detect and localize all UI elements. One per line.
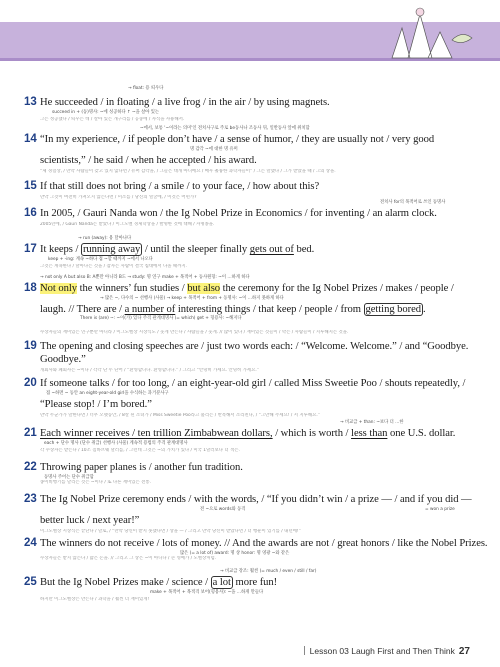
sentence-23 (24, 493, 472, 535)
korean-translation: 2005년에, / Gauri Nanda는 받았다 / 이그노벨 경제학상을 / 발명한 것에 대해 / 자명종을. (40, 222, 215, 227)
underlined-phrase: less than (351, 428, 388, 439)
english-line (40, 303, 470, 316)
korean-translation: 수상자들의 재미있는 연구뿐만 아니라 / 이그노벨상 시상식도 / 웃게 만든다 / 사람들을 / 웃게. // 많이 있다 / 재미있는 것들이 / 막는 / 사람들이 / 지루해지는 것을. (40, 330, 349, 335)
english-line (40, 576, 470, 589)
korean-translation: 이그노벨상 시상식은 끝난다 / 말로, / “만약 당신이 받지 못했다면 / 상을 — / 그리고 만약 당신이 받았다면 / 더 행운이 있기를 / 내년에!” (40, 529, 301, 534)
grammar-note: → run (away): 용 달아나다 (78, 236, 132, 241)
highlight-but-also: but also (187, 283, 221, 294)
grammar-note: 동명사 주어는 단수 취급함 (44, 475, 94, 480)
english-line: Goodbye.” (40, 354, 86, 365)
korean-translation: 개회사와 폐회사는 ~이다 / 각각 단 두 단어 / “환영합니다. 환영합니다.” / 그리고 “안녕히 가세요. 안녕히 가세요.” (40, 368, 260, 373)
english-line: The Ig Nobel Prize ceremony ends / with the words, / “If you didn’t win / a prize — / and if you did — (40, 494, 472, 505)
grammar-note: make + 목적어 + 목적격 보어(형용사): ~을 …하게 만들다 (150, 590, 264, 595)
lesson-title: Lesson 03 Laugh First and Then Think (309, 646, 455, 656)
phrase: It keeps / (40, 244, 81, 255)
grammar-note: → 비교급 + than: ~보다 더 …한 (340, 420, 404, 425)
sentence-number: 18 (24, 282, 37, 294)
sentence-18 (24, 275, 470, 336)
sentence-16 (24, 200, 470, 228)
flower-icon (416, 8, 424, 16)
page-number: 27 (458, 646, 470, 657)
underlined-phrase: a number of (124, 304, 176, 315)
phrase: the ceremony for the Ig Nobel Prizes / makes / people / (220, 283, 454, 294)
phrase: / which is worth / (272, 428, 352, 439)
sentence-20 (24, 377, 470, 419)
english-line: “Please stop! / I’m bored.” (40, 399, 152, 410)
grammar-note: ~에서, 보통 '~이라는 의미'인 전치사구로 주로 be동사나 조동사 뒤, 일반동사 앞에 위치함 (140, 126, 310, 131)
sentence-21 (24, 420, 470, 454)
english-line: Throwing paper planes is / another fun tradition. (40, 462, 243, 473)
sentence-number: 20 (24, 377, 37, 389)
phrase: more fun! (232, 577, 278, 588)
grammar-note: → float: 용 띄우다 (128, 86, 164, 91)
underlined-phrase: Each winner receives / ten trillion Zimbabwean dollars, (40, 428, 273, 439)
english-line: “In my experience, / if people don’t have / a sense of humor, / they are usually not / very good (40, 134, 435, 145)
sentence-number: 22 (24, 461, 37, 473)
phrase: the winners’ fun studies / (76, 283, 188, 294)
grammar-note: 명 감각 ~에 대한 명 유머 (190, 147, 238, 152)
phrase: But the Ig Nobel Prizes make / science / (40, 577, 211, 588)
phrase: bed. (293, 244, 315, 255)
grammar-note: = won a prize (425, 507, 455, 512)
page-footer (299, 646, 470, 657)
phrase: one U.S. dollar. (387, 428, 456, 439)
highlight-not-only: Not only (40, 283, 77, 294)
english-line: better luck / next year!” (40, 515, 140, 526)
korean-translation: 그것은 계속한다 / 달아나는 것을 / 잠자는 사람이 결국 침대에서 나올 때까지. (40, 264, 187, 269)
boxed-phrase: running away (82, 244, 141, 255)
english-line: If that still does not bring / a smile / to your face, / how about this? (40, 181, 320, 192)
sentence-14 (24, 126, 470, 175)
sentence-number: 25 (24, 576, 37, 588)
korean-translation: 만약 누군가가 말한다면 / 너무 오랫동안, / 8살 된 소녀가 / Miss Sweetie Poo라고 불리는 / 반복해서 소리친다, / “그만해 주세요! / 저 지루해요.” (40, 413, 321, 418)
sentence-number: 19 (24, 340, 37, 352)
korean-translation: 종이비행기를 날리는 것은 ~이다 / 또 다른 재미있는 전통. (40, 480, 152, 485)
sentence-number: 21 (24, 427, 37, 439)
boxed-phrase: a lot (212, 577, 231, 588)
english-line (40, 427, 470, 440)
english-line: He succeeded / in floating / a live frog / in the air / by using magnets. (40, 97, 330, 108)
korean-translation: 수상자들은 받지 않는다 / 많은 돈을. // 그리고 그 상은 ~이 아니다 / 큰 영예가 / 노벨상처럼. (40, 556, 217, 561)
header-stripe (0, 58, 500, 61)
korean-translation: “제 경험상, / 만약 사람들이 갖고 있지 않다면 / 유머 감각을, / 그들은 대개 아니에요 / 매우 훌륭한 과학자들이” / 그는 말했다 / 그가 받았을 때 / 그의 상을. (40, 169, 336, 174)
header-banner (0, 0, 500, 70)
grammar-note: succeed in + (동)명사: ~에 성공하다 ↑ ~을 살아 있는 (52, 110, 160, 115)
phrase: interesting things / that keep / people / from (175, 304, 364, 315)
english-line: The opening and closing speeches are / just two words each: / “Welcome. Welcome.” / and “Goodbye. (40, 341, 469, 352)
korean-translation: 각 수상자는 받는다 / 10조 짐바브웨 달러를, / 그런데 그것은 ~의 가치가 있다 / 미국 1달러보다 더 적은. (40, 448, 240, 453)
grammar-note: keep + -ing: 계속 ~하다 접 ~할 때까지 ~에서 나오다 (48, 257, 153, 262)
sentence-13 (24, 86, 470, 123)
english-line (40, 243, 470, 256)
phrase: . (423, 304, 426, 315)
korean-translation: 만약 그것이 여전히 가져오지 않는다면 / 미소를 / 당신의 얼굴에, / 이것은 어떤가? (40, 195, 197, 200)
sentence-number: 17 (24, 243, 37, 255)
sentence-number: 24 (24, 537, 37, 549)
korean-translation: 그는 성공했다 / 띄우는 데 / 살아 있는 개구리를 / 공중에 / 자석을 사용해서. (40, 117, 185, 122)
grammar-note: 접 ~하면 ~ 동안 an eight-year-old girl을 수식하는 과거분사구 (46, 391, 169, 396)
phrase: laugh. // There are / (40, 304, 125, 315)
sentence-number: 16 (24, 207, 37, 219)
sentence-number: 14 (24, 133, 37, 145)
grammar-note: → not only A but also B: A뿐만 아니라 B도 → study: 명 연구 make + 목적어 + 동사원형: ~이 …하게 하다 (40, 275, 250, 280)
sentence-22 (24, 461, 470, 486)
korean-translation: 하지만 이그노벨상은 만든다 / 과학을 / 훨씬 더 재미있게! (40, 597, 150, 602)
grammar-note: → 비교급 강조: 훨씬 (= much / even / still / far) (220, 569, 317, 574)
sentence-17 (24, 236, 470, 270)
sentence-19 (24, 340, 470, 374)
grammar-note: 많은 (= a lot of) award: 명 상 honor: 명 영광 ~와 같은 (180, 551, 290, 556)
footer-divider (304, 646, 305, 655)
phrase: / until the sleeper finally (142, 244, 250, 255)
sentence-number: 15 (24, 180, 37, 192)
boxed-phrase: getting bored (365, 304, 422, 315)
grammar-note: 전 ~으로 words와 동격 (200, 507, 246, 512)
underlined-phrase: gets out of (249, 244, 294, 255)
english-line (40, 282, 470, 295)
english-line: scientists,” / he said / when he accepted / his award. (40, 155, 257, 166)
sentence-25 (24, 569, 470, 603)
sentence-24 (24, 537, 488, 562)
grammar-note: each + 단수 명사 (단수 취급) 선행사 (사물) 계속적 용법의 주격 관계대명사 (44, 441, 188, 446)
sentence-15 (24, 180, 470, 201)
sentence-number: 13 (24, 96, 37, 108)
grammar-note: 전치사 for의 목적어로 쓰인 동명사 (380, 200, 446, 205)
grammar-note: → 많은 ~, 다수의 ~ 선행사 (사물) → keep + 목적어 + from + 동명사: ~이 …하지 못하게 하다 (100, 296, 284, 301)
english-line: The winners do not receive / lots of money. // And the awards are not / great honors / like the Nobel Prizes. (40, 538, 488, 549)
grammar-note: There is (are) ~: ~이(가) 있다 주격 관계대명사 (= which) get + 형용사: ~해지다 (80, 316, 242, 321)
sentence-number: 23 (24, 493, 37, 505)
english-line: If someone talks / for too long, / an eight-year-old girl / called Miss Sweetie Poo / shouts repeatedly, / (40, 378, 466, 389)
english-line: In 2005, / Gauri Nanda won / the Ig Nobel Prize in Economics / for inventing / an alarm clock. (40, 208, 437, 219)
